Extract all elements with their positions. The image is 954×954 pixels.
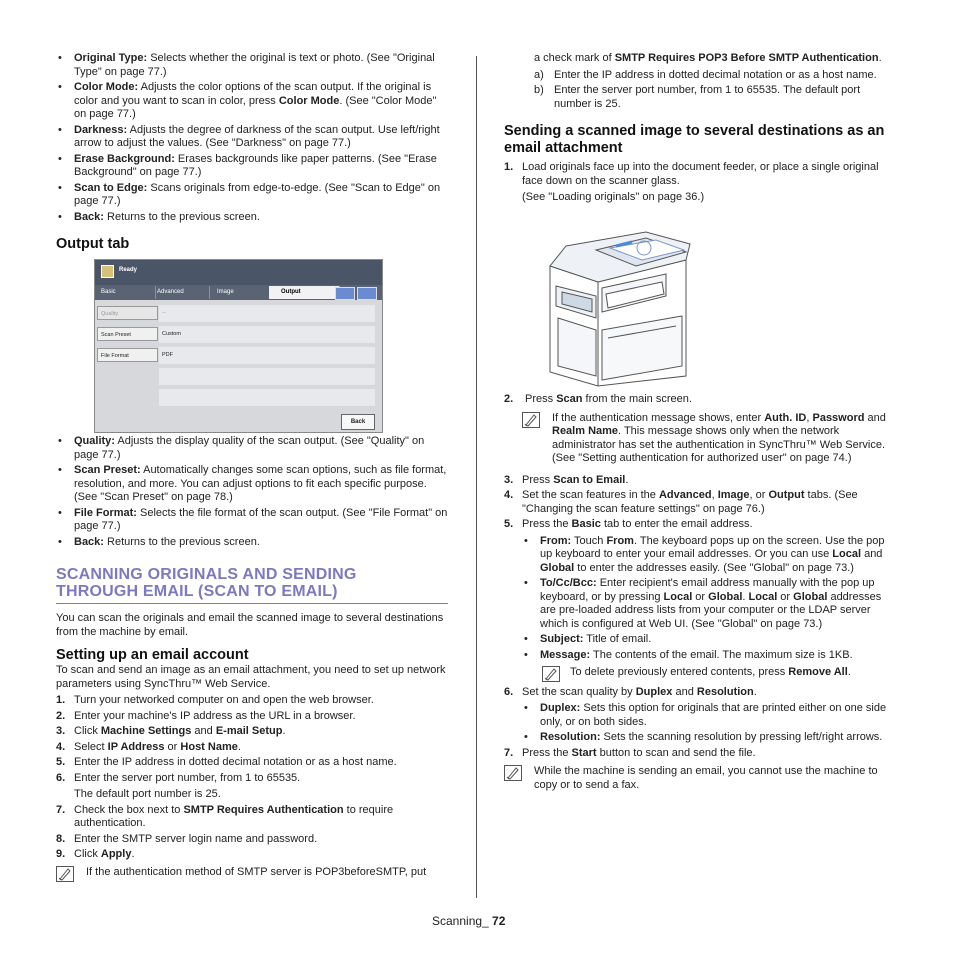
setup-heading: Setting up an email account bbox=[56, 647, 249, 663]
page-number: 72 bbox=[492, 914, 506, 928]
list-item: • Quality: Adjusts the display quality of the scan output. (See "Quality" on page 77.) bbox=[56, 435, 448, 462]
page-footer bbox=[432, 915, 505, 929]
step-item: 7. Check the box next to SMTP Requires Authentication to require authentication. bbox=[56, 803, 394, 829]
step-item: 1. Turn your networked computer on and open the web browser. bbox=[56, 694, 374, 706]
step-item: 4. Select IP Address or Host Name. bbox=[56, 740, 241, 753]
list-item: • Scan to Edge: Scans originals from edge-to-edge. (See "Scan to Edge" on page 77.) bbox=[56, 182, 448, 209]
screen-tool-button[interactable] bbox=[335, 287, 355, 300]
step-item: 6. Set the scan quality by Duplex and Resolution. • Duplex: Sets this option for originals that are printed either on one side only, or on both sides. • Resolution: Sets the scanning resolution by pressing left/right arrows. bbox=[504, 686, 898, 745]
empty-row bbox=[159, 368, 375, 385]
step-item: 1. Load originals face up into the document feeder, or place a single original face down on the scanner glass. (See "Loading originals" on page 36.) bbox=[504, 161, 879, 203]
list-item: • Color Mode: Adjusts the color options of the scan output. If the original is color and you want to scan in color, press Color Mode. (See "Color Mode" on page 77.) bbox=[56, 81, 448, 122]
sending-steps-cont bbox=[504, 393, 898, 407]
step-item: 5. Enter the IP address in dotted decimal notation or as a host name. bbox=[56, 756, 397, 768]
list-item: • Scan Preset: Automatically changes some scan options, such as file format, resolution, and more. You can adjust options to fit each specific purpose. (See "Scan Preset" on page 78.) bbox=[56, 464, 448, 505]
note: To delete previously entered contents, press Remove All. bbox=[504, 666, 898, 680]
tab-basic[interactable]: Basic bbox=[95, 286, 156, 299]
note-icon bbox=[542, 666, 560, 682]
scan-preset-value: Custom bbox=[159, 326, 375, 343]
quality-value: -- bbox=[159, 305, 375, 322]
sending-steps bbox=[504, 161, 898, 205]
list-item: b) Enter the server port number, from 1 to 65535. The default port number is 25. bbox=[534, 84, 861, 110]
list-item: • Message: The contents of the email. The maximum size is 1KB. bbox=[522, 649, 898, 663]
list-item: a) Enter the IP address in dotted decimal notation or as a host name. bbox=[534, 68, 877, 81]
step-item: 6. Enter the server port number, from 1 to 65535. The default port number is 25. bbox=[56, 771, 301, 800]
address-options-list bbox=[522, 535, 898, 663]
home-icon[interactable] bbox=[357, 287, 377, 300]
step-item: 3. Click Machine Settings and E-mail Setup. bbox=[56, 725, 286, 737]
section-rule bbox=[56, 603, 448, 604]
quality-options-list bbox=[522, 702, 898, 745]
output-tab-screenshot bbox=[94, 259, 383, 433]
list-item: • Erase Background: Erases backgrounds like paper patterns. (See "Erase Background" on page 77.) bbox=[56, 153, 448, 180]
step-item: 5. Press the Basic tab to enter the email address. • From: Touch From. The keyboard pops up on the screen. Use the pop up keyboard to enter your email addresses. Or you can use Local and Global to enter the addresses easily. (See "Global" on page 73.) • To/Cc/Bcc: Enter recipient's email address manually with the pop up keyboard, or by pressing Local or Global. Local or Global addresses are pre-loaded address lists from your computer or the LDAP server which is configured at Web UI. (See "Global" on page 73.) • Subject: Title of email. • Message: The contents of the email. The maximum size is 1KB. To delete previously entered contents, press Remove All. bbox=[504, 518, 898, 680]
note-icon bbox=[56, 866, 74, 882]
list-item: • Original Type: Selects whether the original is text or photo. (See "Original Type" on page 77.) bbox=[56, 52, 448, 79]
file-format-button[interactable]: File Format bbox=[97, 348, 158, 362]
right-column bbox=[504, 52, 898, 207]
back-button[interactable]: Back bbox=[341, 414, 375, 430]
left-column-lower bbox=[56, 435, 448, 879]
list-item: • To/Cc/Bcc: Enter recipient's email address manually with the pop up keyboard, or by pressing Local or Global. Local or Global addresses are pre-loaded address lists from your computer or the LDAP server which is configured at Web UI. (See "Global" on page 73.) bbox=[522, 577, 898, 631]
column-divider bbox=[476, 56, 477, 898]
tab-output[interactable]: Output bbox=[269, 286, 340, 299]
sending-heading: Sending a scanned image to several destinations as an email attachment bbox=[504, 123, 885, 156]
step-item: 2. Press Scan from the main screen. bbox=[504, 393, 692, 405]
tab-image[interactable]: Image bbox=[211, 286, 270, 299]
sending-steps-cont2 bbox=[504, 474, 898, 761]
list-item: • File Format: Selects the file format of the scan output. (See "File Format" on page 77.) bbox=[56, 507, 448, 534]
list-item: • Back: Returns to the previous screen. bbox=[56, 536, 448, 550]
quality-button[interactable]: Quality bbox=[97, 306, 158, 320]
footer-label: Scanning_ bbox=[432, 914, 493, 928]
auth-sublist bbox=[504, 69, 898, 112]
machine-status-icon bbox=[101, 265, 114, 278]
list-item: • Resolution: Sets the scanning resolution by pressing left/right arrows. bbox=[522, 731, 898, 745]
setup-intro: To scan and send an image as an email attachment, you need to set up network parameters using SyncThru™ Web Service. bbox=[56, 664, 446, 690]
list-item: • Darkness: Adjusts the degree of darkness of the scan output. Use left/right arrow to adjust the values. (See "Darkness" on page 77.) bbox=[56, 124, 448, 151]
note: If the authentication method of SMTP server is POP3beforeSMTP, put bbox=[56, 866, 448, 880]
output-tab-heading: Output tab bbox=[56, 236, 130, 252]
step-item: 2. Enter your machine's IP address as the URL in a browser. bbox=[56, 709, 356, 722]
output-options-list bbox=[56, 435, 448, 549]
list-item: • From: Touch From. The keyboard pops up on the screen. Use the pop up keyboard to enter your email addresses. Or you can use Local and Global to enter the addresses easily. (See "Global" on page 73.) bbox=[522, 535, 898, 576]
note-continuation: a check mark of SMTP Requires POP3 Before SMTP Authentication. bbox=[534, 52, 882, 64]
tab-advanced[interactable]: Advanced bbox=[151, 286, 210, 299]
list-item: • Subject: Title of email. bbox=[522, 633, 898, 647]
right-column-lower bbox=[504, 393, 898, 792]
note: If the authentication message shows, enter Auth. ID, Password and Realm Name. This message shows only when the network administrator has set the authentication in SyncThru™ Web Service. (See "Setting authentication for authorized user" on page 74.) bbox=[504, 412, 898, 466]
empty-row bbox=[159, 389, 375, 406]
step-item: 7. Press the Start button to scan and send the file. bbox=[504, 746, 756, 759]
step-item: 9. Click Apply. bbox=[56, 848, 135, 860]
step-item: 3. Press Scan to Email. bbox=[504, 473, 629, 486]
scan-preset-button[interactable]: Scan Preset bbox=[97, 327, 158, 341]
left-column bbox=[56, 52, 448, 253]
section-intro: You can scan the originals and email the scanned image to several destinations from the machine by email. bbox=[56, 612, 444, 638]
step-item: 4. Set the scan features in the Advanced, Image, or Output tabs. (See "Changing the scan feature settings" on page 76.) bbox=[504, 489, 858, 515]
file-format-value: PDF bbox=[159, 347, 375, 364]
screen-status: Ready bbox=[119, 267, 138, 273]
setup-steps bbox=[56, 694, 448, 862]
screen-status-bar bbox=[95, 260, 382, 286]
note-icon bbox=[504, 765, 522, 781]
printer-illustration bbox=[536, 226, 696, 390]
note-icon bbox=[522, 412, 540, 428]
scan-options-list bbox=[56, 52, 448, 224]
list-item: • Back: Returns to the previous screen. bbox=[56, 211, 448, 225]
section-title: SCANNING ORIGINALS AND SENDING THROUGH EMAIL (SCAN TO EMAIL) bbox=[56, 566, 448, 604]
step-item: 8. Enter the SMTP server login name and password. bbox=[56, 832, 318, 845]
note: While the machine is sending an email, you cannot use the machine to copy or to send a fax. bbox=[504, 765, 898, 792]
list-item: • Duplex: Sets this option for originals that are printed either on one side only, or on both sides. bbox=[522, 702, 898, 729]
